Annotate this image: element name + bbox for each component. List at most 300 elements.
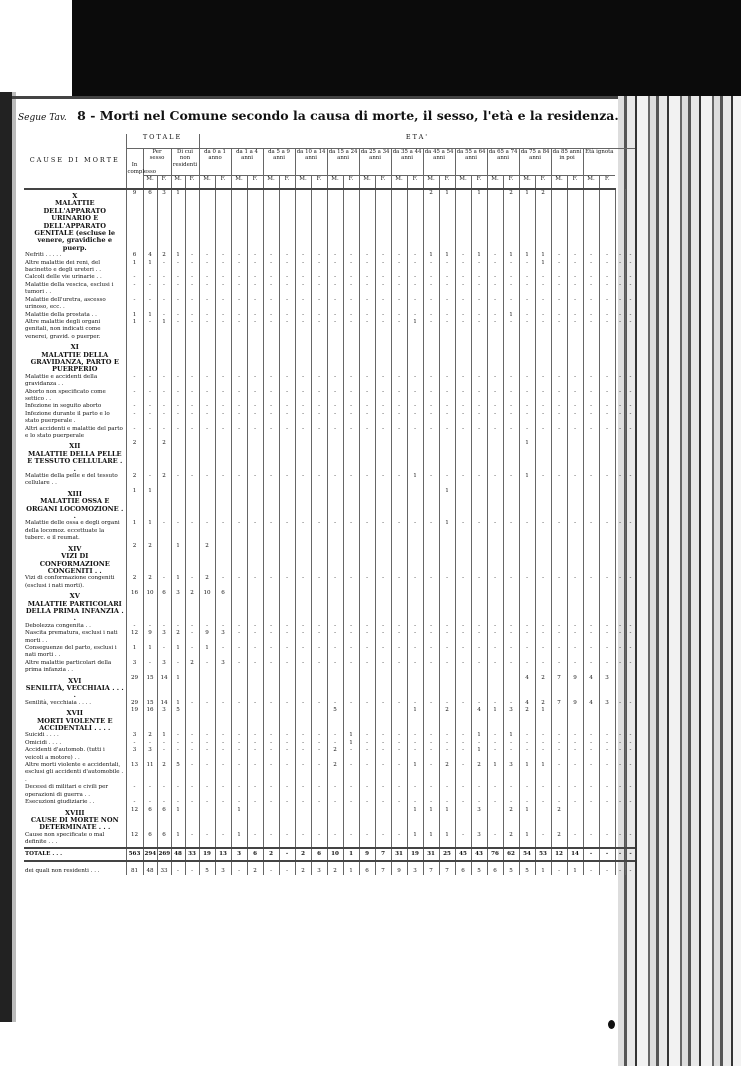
cell-value: -: [295, 520, 311, 542]
cell-value: 2: [327, 861, 343, 875]
cell-value: -: [185, 623, 199, 630]
cell-value: -: [311, 732, 327, 739]
cell-value: 7: [423, 861, 439, 875]
cell-value: -: [295, 740, 311, 747]
cell-value: -: [375, 520, 391, 542]
cell-value: [423, 590, 439, 623]
cell-value: -: [391, 426, 407, 441]
cell-value: -: [375, 575, 391, 590]
cell-value: -: [185, 411, 199, 426]
cell-value: -: [583, 473, 599, 488]
cell-value: -: [503, 297, 519, 312]
cell-value: -: [615, 282, 625, 297]
header-age-group: Età ignota: [583, 149, 615, 176]
cell-value: -: [199, 623, 215, 630]
cell-value: [519, 488, 535, 521]
cell-value: -: [375, 297, 391, 312]
cell-value: -: [439, 660, 455, 675]
cell-value: [359, 543, 375, 576]
cell-value: -: [295, 260, 311, 275]
cell-value: [359, 590, 375, 623]
cell-value: [375, 707, 391, 732]
cell-value: [567, 341, 583, 374]
cell-value: [391, 189, 407, 252]
cell-value: 1: [439, 807, 455, 832]
cell-value: [583, 543, 599, 576]
cell-value: -: [487, 575, 503, 590]
cell-value: -: [343, 645, 359, 660]
cell-value: -: [185, 282, 199, 297]
cell-value: [247, 189, 263, 252]
cell-value: -: [567, 312, 583, 319]
cell-value: -: [171, 374, 185, 389]
cell-value: [263, 707, 279, 732]
cell-value: -: [407, 312, 423, 319]
cell-value: -: [311, 660, 327, 675]
cell-value: -: [215, 403, 231, 410]
cell-value: -: [311, 645, 327, 660]
cell-value: -: [157, 575, 171, 590]
cell-value: -: [215, 520, 231, 542]
cell-value: -: [625, 832, 635, 848]
cell-value: [439, 675, 455, 700]
cell-value: -: [343, 319, 359, 341]
cell-value: -: [455, 832, 471, 848]
row-label: Altri accidenti e malattie del parto e lo stato puerperale: [25, 425, 123, 439]
cell-value: -: [599, 762, 615, 784]
cell-value: -: [599, 848, 615, 861]
cell-value: -: [343, 623, 359, 630]
section-row: [24, 488, 635, 521]
cell-value: 1: [439, 189, 455, 252]
header-sex-m: M.: [391, 176, 407, 190]
cell-value: -: [295, 732, 311, 739]
cell-value: [471, 675, 487, 700]
cell-value: -: [263, 260, 279, 275]
cell-value: -: [185, 319, 199, 341]
cell-value: -: [551, 411, 567, 426]
row-label: X MALATTIE DELL'APPARATO URINARIO E DELL'APPARATO GENITALE (escluse le venere, gravidiche e puerp.: [34, 192, 116, 252]
cell-value: -: [471, 799, 487, 806]
row-label: Accidenti d'automob. (tutti i veicoli a motore) . .: [25, 747, 105, 761]
header-per-sesso: Per sesso: [143, 149, 171, 176]
cell-value: -: [519, 297, 535, 312]
cell-value: [455, 341, 471, 374]
cell-value: -: [615, 630, 625, 645]
cell-value: -: [263, 282, 279, 297]
header-totale: TOTALE: [126, 134, 199, 149]
cell-value: -: [535, 660, 551, 675]
cell-value: -: [171, 732, 185, 739]
cell-value: 2: [126, 575, 143, 590]
cell-value: [439, 341, 455, 374]
cell-value: 1: [171, 832, 185, 848]
cell-value: -: [295, 411, 311, 426]
header-non-residenti: Di cui non residenti: [171, 149, 199, 176]
row-label: XVI SENILITÀ, VECCHIAIA . . . .: [25, 676, 124, 700]
cell-value: [327, 189, 343, 252]
cell-value: -: [311, 411, 327, 426]
cell-value: -: [615, 411, 625, 426]
cell-value: -: [375, 274, 391, 281]
cell-value: 2: [327, 747, 343, 762]
cell-value: -: [343, 747, 359, 762]
cell-value: [343, 189, 359, 252]
cell-value: 33: [185, 848, 199, 861]
cell-value: [615, 488, 625, 521]
cell-value: -: [567, 732, 583, 739]
cell-value: -: [343, 312, 359, 319]
mortality-table: [24, 134, 635, 875]
cell-value: 11: [143, 762, 157, 784]
cell-value: -: [535, 312, 551, 319]
cell-value: 2: [157, 473, 171, 488]
cell-value: -: [215, 740, 231, 747]
cell-value: [487, 590, 503, 623]
cell-value: -: [625, 274, 635, 281]
cell-value: -: [247, 319, 263, 341]
cell-value: -: [423, 575, 439, 590]
cell-value: 1: [143, 520, 157, 542]
cell-value: [551, 707, 567, 732]
cell-value: [567, 440, 583, 473]
table-row: [24, 473, 635, 488]
cell-value: [279, 707, 295, 732]
cell-value: -: [171, 747, 185, 762]
cell-value: -: [199, 411, 215, 426]
cell-value: -: [359, 312, 375, 319]
cell-value: [185, 189, 199, 252]
cell-value: -: [535, 784, 551, 799]
cell-value: -: [583, 799, 599, 806]
cell-value: -: [359, 252, 375, 259]
cell-value: -: [503, 389, 519, 404]
cell-value: -: [615, 520, 625, 542]
cell-value: 16: [143, 707, 157, 732]
cell-value: -: [439, 575, 455, 590]
cell-value: [503, 488, 519, 521]
cell-value: -: [171, 740, 185, 747]
cell-value: -: [199, 832, 215, 848]
cell-value: -: [231, 861, 247, 875]
cell-value: -: [551, 297, 567, 312]
cell-value: 3: [126, 660, 143, 675]
cell-value: 29: [126, 675, 143, 700]
cell-value: -: [615, 832, 625, 848]
cell-value: -: [231, 747, 247, 762]
cell-value: -: [599, 630, 615, 645]
cell-value: -: [375, 389, 391, 404]
cell-value: -: [487, 832, 503, 848]
cell-value: [311, 675, 327, 700]
cell-value: -: [359, 740, 375, 747]
cell-value: -: [359, 575, 375, 590]
cell-value: -: [311, 740, 327, 747]
cell-value: 1: [407, 807, 423, 832]
cell-value: -: [247, 732, 263, 739]
cell-value: -: [439, 282, 455, 297]
cell-value: -: [157, 312, 171, 319]
cell-value: 1: [171, 543, 185, 576]
cell-value: -: [231, 630, 247, 645]
cell-value: -: [471, 411, 487, 426]
cell-value: -: [455, 403, 471, 410]
cell-value: -: [343, 630, 359, 645]
cell-value: -: [343, 297, 359, 312]
cell-value: -: [143, 274, 157, 281]
cell-value: -: [391, 799, 407, 806]
cell-value: -: [311, 297, 327, 312]
table-row: [24, 832, 635, 848]
cell-value: [391, 543, 407, 576]
cell-value: -: [583, 732, 599, 739]
cell-value: -: [295, 426, 311, 441]
cell-value: -: [343, 762, 359, 784]
cell-value: [375, 807, 391, 832]
cell-value: -: [263, 473, 279, 488]
cell-value: -: [247, 740, 263, 747]
cell-value: -: [487, 747, 503, 762]
cell-value: [423, 440, 439, 473]
table-row: [24, 389, 635, 404]
table-row: [24, 747, 635, 762]
cell-value: -: [407, 252, 423, 259]
cell-value: 7: [375, 861, 391, 875]
cell-value: [185, 341, 199, 374]
cell-value: -: [535, 645, 551, 660]
cell-value: -: [567, 403, 583, 410]
cell-value: -: [247, 762, 263, 784]
cell-value: -: [625, 260, 635, 275]
cell-value: 1: [503, 312, 519, 319]
cell-value: -: [343, 403, 359, 410]
cell-value: [535, 440, 551, 473]
row-label: XVII MORTI VIOLENTE E ACCIDENTALI . . . .: [36, 709, 113, 733]
cell-value: -: [375, 740, 391, 747]
cell-value: [263, 675, 279, 700]
cell-value: -: [567, 623, 583, 630]
cell-value: -: [215, 319, 231, 341]
cell-value: -: [295, 282, 311, 297]
cell-value: -: [343, 260, 359, 275]
cell-value: 3: [171, 590, 185, 623]
cell-value: -: [157, 403, 171, 410]
page-right-binding: [618, 96, 741, 1066]
row-label: Infezione in seguito aborto: [25, 403, 102, 410]
cell-value: [423, 341, 439, 374]
cell-value: -: [215, 473, 231, 488]
cell-value: -: [263, 411, 279, 426]
cell-value: -: [615, 426, 625, 441]
table-row: [24, 700, 635, 707]
cell-value: -: [263, 297, 279, 312]
cell-value: 1: [439, 832, 455, 848]
cell-value: -: [391, 747, 407, 762]
cell-value: 2: [439, 762, 455, 784]
header-sex-m: M.: [171, 176, 185, 190]
cell-value: -: [551, 660, 567, 675]
cell-value: [171, 440, 185, 473]
cell-value: -: [359, 282, 375, 297]
cell-value: 48: [171, 848, 185, 861]
cell-value: -: [503, 411, 519, 426]
cell-value: [143, 440, 157, 473]
cell-value: 1: [535, 762, 551, 784]
cell-value: [143, 341, 157, 374]
cell-value: -: [247, 252, 263, 259]
cell-value: 3: [311, 861, 327, 875]
cell-value: -: [471, 319, 487, 341]
row-label: Esecuzioni giudiziarie . .: [25, 799, 95, 806]
cell-value: -: [625, 297, 635, 312]
cell-value: -: [455, 389, 471, 404]
cell-value: -: [535, 473, 551, 488]
cell-value: -: [247, 297, 263, 312]
cell-value: [615, 707, 625, 732]
cell-value: -: [279, 799, 295, 806]
cell-value: 3: [126, 747, 143, 762]
cell-value: -: [439, 274, 455, 281]
cell-value: -: [359, 426, 375, 441]
cell-value: -: [311, 252, 327, 259]
cell-value: -: [263, 575, 279, 590]
cell-value: -: [215, 700, 231, 707]
cell-value: -: [185, 700, 199, 707]
cell-value: -: [407, 374, 423, 389]
cell-value: [625, 675, 635, 700]
cell-value: -: [439, 700, 455, 707]
cell-value: [615, 440, 625, 473]
header-age-group: da 75 a 84 anni: [519, 149, 551, 176]
cell-value: -: [583, 260, 599, 275]
cell-value: -: [391, 274, 407, 281]
cell-value: -: [295, 645, 311, 660]
row-label: Malattie delle ossa e degli organi della locomoz. eccettuate la tuberc. e il reumat.: [25, 520, 120, 542]
cell-value: [407, 590, 423, 623]
cell-value: [391, 488, 407, 521]
cell-value: -: [126, 784, 143, 799]
cell-value: -: [567, 274, 583, 281]
row-label: Altre morti violente e accidentali, esclusi gli accidenti d'automobile . .: [25, 762, 124, 783]
cell-value: [343, 488, 359, 521]
cell-value: -: [359, 630, 375, 645]
cell-value: -: [311, 319, 327, 341]
cell-value: -: [157, 374, 171, 389]
cell-value: -: [615, 260, 625, 275]
cell-value: 3: [157, 660, 171, 675]
header-age-group: da 1 a 4 anni: [231, 149, 263, 176]
cell-value: [327, 590, 343, 623]
table-row: [24, 762, 635, 784]
cell-value: -: [231, 312, 247, 319]
cell-value: 2: [126, 473, 143, 488]
cell-value: -: [231, 252, 247, 259]
cell-value: -: [375, 252, 391, 259]
cell-value: -: [487, 282, 503, 297]
cell-value: -: [311, 762, 327, 784]
cell-value: -: [295, 660, 311, 675]
cell-value: -: [625, 660, 635, 675]
cell-value: -: [423, 740, 439, 747]
cell-value: [503, 543, 519, 576]
row-label: XI MALATTIE DELLA GRAVIDANZA, PARTO E PUERPERIO: [30, 343, 119, 374]
cell-value: -: [423, 403, 439, 410]
cell-value: 1: [535, 861, 551, 875]
cell-value: -: [279, 520, 295, 542]
cell-value: -: [375, 260, 391, 275]
cell-value: -: [327, 623, 343, 630]
cell-value: [615, 590, 625, 623]
cell-value: 3: [503, 762, 519, 784]
cell-value: -: [215, 575, 231, 590]
cell-value: 1: [519, 832, 535, 848]
cell-value: -: [359, 473, 375, 488]
cell-value: -: [231, 700, 247, 707]
cell-value: -: [231, 374, 247, 389]
cell-value: -: [185, 260, 199, 275]
cell-value: -: [126, 799, 143, 806]
cell-value: -: [215, 623, 231, 630]
cell-value: 10: [143, 590, 157, 623]
cell-value: -: [263, 645, 279, 660]
cell-value: -: [407, 732, 423, 739]
cell-value: -: [343, 784, 359, 799]
table-row: [24, 645, 635, 660]
cell-value: -: [439, 260, 455, 275]
cell-value: -: [263, 832, 279, 848]
cell-value: -: [247, 645, 263, 660]
cell-value: [551, 590, 567, 623]
cell-value: -: [263, 630, 279, 645]
cell-value: -: [519, 799, 535, 806]
cell-value: -: [199, 319, 215, 341]
cell-value: -: [551, 575, 567, 590]
cell-value: [583, 189, 599, 252]
cell-value: -: [407, 660, 423, 675]
cell-value: -: [295, 747, 311, 762]
table-row: [24, 403, 635, 410]
header-age-group: da 45 a 54 anni: [423, 149, 455, 176]
cell-value: 1: [126, 520, 143, 542]
cell-value: -: [185, 575, 199, 590]
cell-value: -: [311, 799, 327, 806]
cell-value: [455, 675, 471, 700]
table-row: [24, 274, 635, 281]
cell-value: 1: [423, 832, 439, 848]
cell-value: 62: [503, 848, 519, 861]
cell-value: -: [471, 623, 487, 630]
cell-value: -: [423, 282, 439, 297]
page-left-binding: [0, 92, 12, 1022]
cell-value: -: [551, 784, 567, 799]
cell-value: [375, 675, 391, 700]
cell-value: -: [625, 700, 635, 707]
cell-value: -: [599, 252, 615, 259]
header-sex-m: M.: [551, 176, 567, 190]
cell-value: -: [327, 520, 343, 542]
cell-value: [391, 440, 407, 473]
cell-value: -: [185, 520, 199, 542]
cell-value: [359, 440, 375, 473]
cell-value: -: [519, 282, 535, 297]
cell-value: [247, 341, 263, 374]
cell-value: -: [185, 252, 199, 259]
cell-value: -: [327, 389, 343, 404]
cell-value: -: [487, 312, 503, 319]
cell-value: [625, 341, 635, 374]
cell-value: 13: [215, 848, 231, 861]
cell-value: [455, 807, 471, 832]
